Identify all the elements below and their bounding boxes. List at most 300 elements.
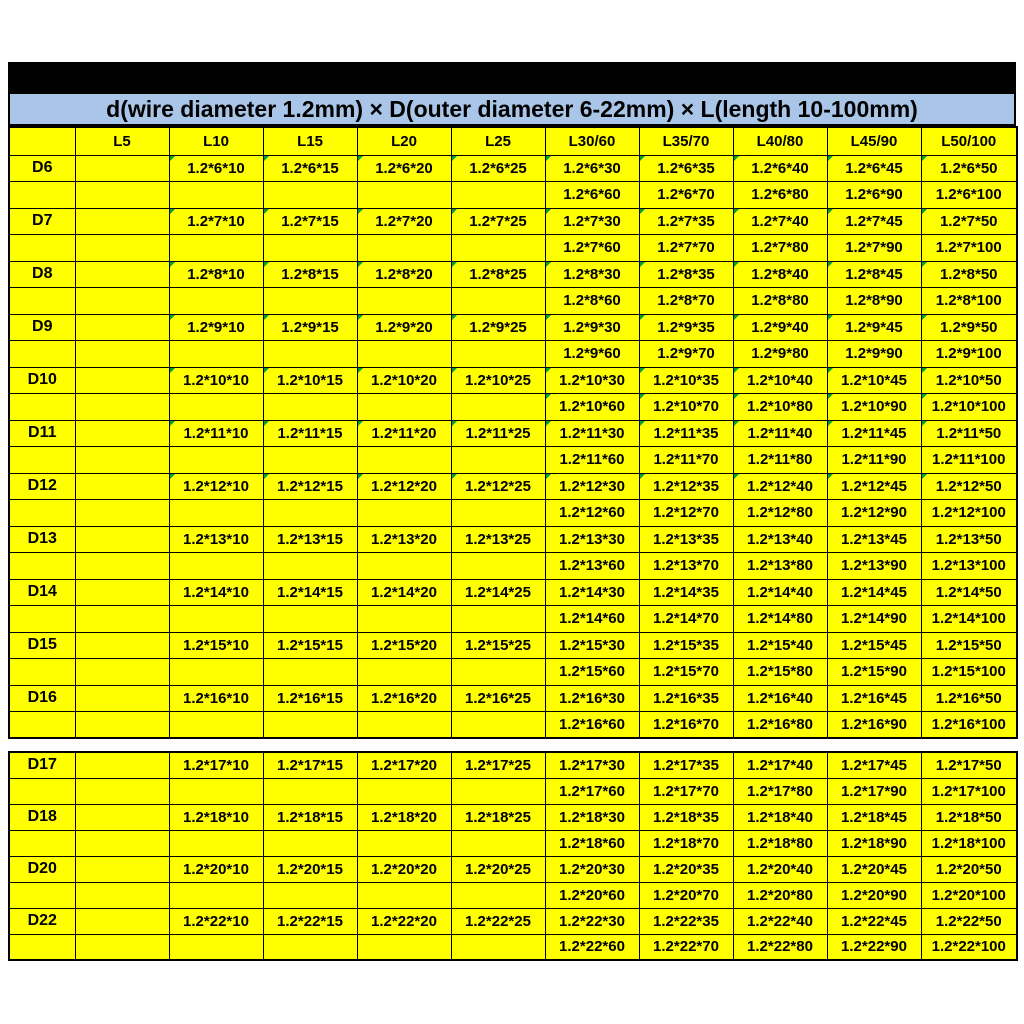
empty-cell [263, 882, 357, 908]
cell-flag-triangle-icon [546, 394, 551, 399]
empty-cell [169, 830, 263, 856]
size-cell: 1.2*11*20 [357, 420, 451, 447]
size-cell: 1.2*10*90 [827, 394, 921, 421]
size-cell: 1.2*12*15 [263, 473, 357, 500]
empty-cell [451, 235, 545, 262]
size-cell: 1.2*15*90 [827, 659, 921, 686]
empty-cell [75, 804, 169, 830]
size-cell: 1.2*14*45 [827, 579, 921, 606]
size-cell: 1.2*8*30 [545, 261, 639, 288]
size-cell: 1.2*22*70 [639, 934, 733, 960]
cell-flag-triangle-icon [734, 368, 739, 373]
size-cell: 1.2*13*30 [545, 526, 639, 553]
size-cell: 1.2*17*25 [451, 752, 545, 778]
size-cell: 1.2*20*40 [733, 856, 827, 882]
cell-flag-triangle-icon [264, 368, 269, 373]
size-cell: 1.2*14*70 [639, 606, 733, 633]
size-cell: 1.2*17*40 [733, 752, 827, 778]
table-row [9, 182, 1017, 209]
column-header: L30/60 [545, 127, 639, 155]
empty-cell [451, 778, 545, 804]
empty-cell [451, 934, 545, 960]
empty-cell [75, 261, 169, 288]
size-cell: 1.2*13*60 [545, 553, 639, 580]
table-row [9, 908, 1017, 934]
size-cell: 1.2*15*40 [733, 632, 827, 659]
size-cell: 1.2*18*80 [733, 830, 827, 856]
row-label-cell: D16 [9, 685, 75, 712]
empty-cell [263, 934, 357, 960]
cell-flag-triangle-icon [170, 368, 175, 373]
size-cell: 1.2*16*100 [921, 712, 1017, 739]
size-cell: 1.2*7*20 [357, 208, 451, 235]
empty-cell [357, 934, 451, 960]
empty-cell [75, 632, 169, 659]
cell-flag-triangle-icon [264, 474, 269, 479]
size-cell: 1.2*20*25 [451, 856, 545, 882]
empty-cell [451, 341, 545, 368]
empty-cell [169, 447, 263, 474]
cell-flag-triangle-icon [828, 262, 833, 267]
cell-flag-triangle-icon [264, 421, 269, 426]
size-cell: 1.2*18*90 [827, 830, 921, 856]
upper-body [9, 155, 1017, 738]
size-cell: 1.2*8*50 [921, 261, 1017, 288]
size-cell: 1.2*10*50 [921, 367, 1017, 394]
size-cell: 1.2*12*10 [169, 473, 263, 500]
size-cell: 1.2*10*35 [639, 367, 733, 394]
size-cell: 1.2*15*30 [545, 632, 639, 659]
table-row [9, 235, 1017, 262]
cell-flag-triangle-icon [734, 474, 739, 479]
empty-cell [263, 341, 357, 368]
empty-cell [75, 526, 169, 553]
empty-cell [169, 553, 263, 580]
cell-flag-triangle-icon [828, 368, 833, 373]
size-cell: 1.2*6*25 [451, 155, 545, 182]
size-cell: 1.2*17*50 [921, 752, 1017, 778]
empty-cell [9, 447, 75, 474]
size-cell: 1.2*14*10 [169, 579, 263, 606]
size-table-lower [8, 751, 1018, 961]
size-cell: 1.2*18*25 [451, 804, 545, 830]
size-cell: 1.2*9*50 [921, 314, 1017, 341]
size-cell: 1.2*10*80 [733, 394, 827, 421]
size-cell: 1.2*22*40 [733, 908, 827, 934]
cell-flag-triangle-icon [828, 156, 833, 161]
cell-flag-triangle-icon [546, 315, 551, 320]
empty-cell [75, 394, 169, 421]
size-cell: 1.2*20*45 [827, 856, 921, 882]
row-label-cell: D22 [9, 908, 75, 934]
size-cell: 1.2*15*60 [545, 659, 639, 686]
table-row [9, 752, 1017, 778]
empty-cell [75, 420, 169, 447]
row-label-cell: D7 [9, 208, 75, 235]
size-cell: 1.2*22*30 [545, 908, 639, 934]
empty-cell [9, 553, 75, 580]
cell-flag-triangle-icon [170, 315, 175, 320]
size-cell: 1.2*16*25 [451, 685, 545, 712]
size-cell: 1.2*7*30 [545, 208, 639, 235]
size-cell: 1.2*13*20 [357, 526, 451, 553]
empty-cell [9, 659, 75, 686]
empty-cell [75, 553, 169, 580]
size-cell: 1.2*11*80 [733, 447, 827, 474]
size-cell: 1.2*9*45 [827, 314, 921, 341]
cell-flag-triangle-icon [358, 262, 363, 267]
column-header: L25 [451, 127, 545, 155]
size-cell: 1.2*9*30 [545, 314, 639, 341]
cell-flag-triangle-icon [922, 262, 927, 267]
size-cell: 1.2*6*90 [827, 182, 921, 209]
size-cell: 1.2*6*20 [357, 155, 451, 182]
size-cell: 1.2*13*100 [921, 553, 1017, 580]
table-row [9, 778, 1017, 804]
size-cell: 1.2*11*50 [921, 420, 1017, 447]
size-cell: 1.2*20*10 [169, 856, 263, 882]
cell-flag-triangle-icon [170, 156, 175, 161]
column-header: L35/70 [639, 127, 733, 155]
row-label-cell: D15 [9, 632, 75, 659]
size-cell: 1.2*8*15 [263, 261, 357, 288]
size-cell: 1.2*18*50 [921, 804, 1017, 830]
cell-flag-triangle-icon [640, 474, 645, 479]
table-row [9, 579, 1017, 606]
size-cell: 1.2*22*45 [827, 908, 921, 934]
row-label-cell: D8 [9, 261, 75, 288]
size-cell: 1.2*20*100 [921, 882, 1017, 908]
empty-cell [357, 778, 451, 804]
size-chart [8, 62, 1016, 961]
size-cell: 1.2*9*90 [827, 341, 921, 368]
size-cell: 1.2*15*100 [921, 659, 1017, 686]
size-cell: 1.2*13*45 [827, 526, 921, 553]
size-cell: 1.2*11*30 [545, 420, 639, 447]
empty-cell [75, 712, 169, 739]
empty-cell [9, 341, 75, 368]
cell-flag-triangle-icon [640, 156, 645, 161]
size-cell: 1.2*17*30 [545, 752, 639, 778]
size-cell: 1.2*15*80 [733, 659, 827, 686]
table-row [9, 882, 1017, 908]
cell-flag-triangle-icon [734, 262, 739, 267]
cell-flag-triangle-icon [640, 262, 645, 267]
empty-cell [75, 235, 169, 262]
table-row [9, 934, 1017, 960]
size-cell: 1.2*22*25 [451, 908, 545, 934]
empty-cell [263, 394, 357, 421]
size-cell: 1.2*14*100 [921, 606, 1017, 633]
size-cell: 1.2*18*100 [921, 830, 1017, 856]
chart-title: d(wire diameter 1.2mm) × D(outer diameter 6-22mm) × L(length 10-100mm) [106, 95, 918, 122]
size-cell: 1.2*11*45 [827, 420, 921, 447]
empty-cell [9, 182, 75, 209]
empty-cell [75, 367, 169, 394]
empty-cell [169, 606, 263, 633]
size-cell: 1.2*7*80 [733, 235, 827, 262]
size-cell: 1.2*13*35 [639, 526, 733, 553]
cell-flag-triangle-icon [828, 315, 833, 320]
empty-cell [9, 830, 75, 856]
empty-cell [451, 500, 545, 527]
empty-cell [75, 606, 169, 633]
column-header: L15 [263, 127, 357, 155]
size-cell: 1.2*20*15 [263, 856, 357, 882]
size-cell: 1.2*11*90 [827, 447, 921, 474]
empty-cell [263, 288, 357, 315]
cell-flag-triangle-icon [452, 315, 457, 320]
size-cell: 1.2*8*45 [827, 261, 921, 288]
empty-cell [169, 394, 263, 421]
cell-flag-triangle-icon [640, 394, 645, 399]
size-cell: 1.2*17*15 [263, 752, 357, 778]
size-cell: 1.2*13*70 [639, 553, 733, 580]
table-row [9, 500, 1017, 527]
size-cell: 1.2*14*25 [451, 579, 545, 606]
size-cell: 1.2*13*50 [921, 526, 1017, 553]
table-row [9, 341, 1017, 368]
size-cell: 1.2*15*25 [451, 632, 545, 659]
size-cell: 1.2*13*10 [169, 526, 263, 553]
empty-cell [451, 447, 545, 474]
empty-cell [9, 934, 75, 960]
row-label-cell: D12 [9, 473, 75, 500]
size-cell: 1.2*14*60 [545, 606, 639, 633]
cell-flag-triangle-icon [546, 474, 551, 479]
empty-cell [75, 856, 169, 882]
size-cell: 1.2*16*90 [827, 712, 921, 739]
size-cell: 1.2*11*40 [733, 420, 827, 447]
size-cell: 1.2*12*25 [451, 473, 545, 500]
empty-cell [357, 882, 451, 908]
size-cell: 1.2*10*70 [639, 394, 733, 421]
size-cell: 1.2*17*10 [169, 752, 263, 778]
size-cell: 1.2*8*25 [451, 261, 545, 288]
size-cell: 1.2*12*80 [733, 500, 827, 527]
size-cell: 1.2*12*40 [733, 473, 827, 500]
column-header: L20 [357, 127, 451, 155]
size-cell: 1.2*20*60 [545, 882, 639, 908]
size-cell: 1.2*11*25 [451, 420, 545, 447]
size-cell: 1.2*14*90 [827, 606, 921, 633]
size-cell: 1.2*11*15 [263, 420, 357, 447]
empty-cell [9, 288, 75, 315]
empty-cell [451, 394, 545, 421]
size-cell: 1.2*9*80 [733, 341, 827, 368]
size-cell: 1.2*18*40 [733, 804, 827, 830]
empty-cell [75, 473, 169, 500]
cell-flag-triangle-icon [734, 315, 739, 320]
size-cell: 1.2*17*45 [827, 752, 921, 778]
size-cell: 1.2*8*35 [639, 261, 733, 288]
table-row [9, 155, 1017, 182]
empty-cell [169, 659, 263, 686]
upper-head [9, 127, 1017, 155]
empty-cell [451, 712, 545, 739]
size-cell: 1.2*11*35 [639, 420, 733, 447]
size-cell: 1.2*9*25 [451, 314, 545, 341]
size-cell: 1.2*14*80 [733, 606, 827, 633]
size-cell: 1.2*16*30 [545, 685, 639, 712]
cell-flag-triangle-icon [452, 368, 457, 373]
empty-cell [357, 394, 451, 421]
empty-cell [75, 341, 169, 368]
empty-cell [357, 553, 451, 580]
size-cell: 1.2*7*25 [451, 208, 545, 235]
size-cell: 1.2*7*35 [639, 208, 733, 235]
table-row [9, 830, 1017, 856]
size-cell: 1.2*18*60 [545, 830, 639, 856]
cell-flag-triangle-icon [640, 209, 645, 214]
size-cell: 1.2*6*35 [639, 155, 733, 182]
empty-cell [357, 659, 451, 686]
empty-cell [263, 553, 357, 580]
empty-cell [75, 182, 169, 209]
cell-flag-triangle-icon [358, 315, 363, 320]
size-cell: 1.2*9*40 [733, 314, 827, 341]
empty-cell [451, 882, 545, 908]
row-label-cell: D14 [9, 579, 75, 606]
corner-header-cell [9, 127, 75, 155]
size-cell: 1.2*22*35 [639, 908, 733, 934]
size-cell: 1.2*22*15 [263, 908, 357, 934]
size-cell: 1.2*7*15 [263, 208, 357, 235]
size-cell: 1.2*17*35 [639, 752, 733, 778]
empty-cell [75, 208, 169, 235]
cell-flag-triangle-icon [734, 421, 739, 426]
table-row [9, 659, 1017, 686]
size-cell: 1.2*18*10 [169, 804, 263, 830]
empty-cell [75, 882, 169, 908]
size-cell: 1.2*12*60 [545, 500, 639, 527]
cell-flag-triangle-icon [546, 156, 551, 161]
top-black-bar [8, 62, 1016, 92]
size-cell: 1.2*20*50 [921, 856, 1017, 882]
size-cell: 1.2*6*100 [921, 182, 1017, 209]
size-cell: 1.2*16*60 [545, 712, 639, 739]
size-cell: 1.2*20*35 [639, 856, 733, 882]
cell-flag-triangle-icon [922, 209, 927, 214]
cell-flag-triangle-icon [828, 421, 833, 426]
cell-flag-triangle-icon [170, 474, 175, 479]
size-cell: 1.2*14*50 [921, 579, 1017, 606]
size-cell: 1.2*7*45 [827, 208, 921, 235]
cell-flag-triangle-icon [264, 209, 269, 214]
cell-flag-triangle-icon [640, 421, 645, 426]
size-cell: 1.2*22*50 [921, 908, 1017, 934]
size-cell: 1.2*11*60 [545, 447, 639, 474]
empty-cell [357, 500, 451, 527]
empty-cell [75, 447, 169, 474]
size-cell: 1.2*10*60 [545, 394, 639, 421]
size-cell: 1.2*9*60 [545, 341, 639, 368]
size-cell: 1.2*11*100 [921, 447, 1017, 474]
empty-cell [9, 778, 75, 804]
table-row [9, 606, 1017, 633]
cell-flag-triangle-icon [546, 421, 551, 426]
size-cell: 1.2*14*35 [639, 579, 733, 606]
cell-flag-triangle-icon [358, 368, 363, 373]
size-cell: 1.2*8*90 [827, 288, 921, 315]
table-row [9, 367, 1017, 394]
table-row [9, 261, 1017, 288]
size-cell: 1.2*14*20 [357, 579, 451, 606]
empty-cell [75, 500, 169, 527]
row-label-cell: D11 [9, 420, 75, 447]
cell-flag-triangle-icon [452, 421, 457, 426]
table-row [9, 447, 1017, 474]
size-cell: 1.2*16*45 [827, 685, 921, 712]
empty-cell [169, 934, 263, 960]
size-cell: 1.2*22*90 [827, 934, 921, 960]
empty-cell [9, 606, 75, 633]
table-row [9, 394, 1017, 421]
size-cell: 1.2*16*20 [357, 685, 451, 712]
size-cell: 1.2*15*70 [639, 659, 733, 686]
empty-cell [263, 712, 357, 739]
cell-flag-triangle-icon [358, 421, 363, 426]
size-cell: 1.2*16*50 [921, 685, 1017, 712]
size-cell: 1.2*17*60 [545, 778, 639, 804]
size-cell: 1.2*22*100 [921, 934, 1017, 960]
empty-cell [451, 182, 545, 209]
cell-flag-triangle-icon [452, 262, 457, 267]
cell-flag-triangle-icon [828, 474, 833, 479]
empty-cell [169, 182, 263, 209]
empty-cell [169, 778, 263, 804]
cell-flag-triangle-icon [922, 156, 927, 161]
empty-cell [75, 934, 169, 960]
cell-flag-triangle-icon [546, 368, 551, 373]
cell-flag-triangle-icon [922, 368, 927, 373]
size-cell: 1.2*12*100 [921, 500, 1017, 527]
row-label-cell: D17 [9, 752, 75, 778]
empty-cell [9, 712, 75, 739]
table-row [9, 314, 1017, 341]
row-label-cell: D9 [9, 314, 75, 341]
size-cell: 1.2*22*60 [545, 934, 639, 960]
size-cell: 1.2*15*45 [827, 632, 921, 659]
size-cell: 1.2*16*10 [169, 685, 263, 712]
empty-cell [75, 752, 169, 778]
size-cell: 1.2*10*25 [451, 367, 545, 394]
size-cell: 1.2*20*20 [357, 856, 451, 882]
size-cell: 1.2*8*10 [169, 261, 263, 288]
size-cell: 1.2*11*70 [639, 447, 733, 474]
size-cell: 1.2*6*30 [545, 155, 639, 182]
cell-flag-triangle-icon [358, 156, 363, 161]
size-cell: 1.2*7*10 [169, 208, 263, 235]
cell-flag-triangle-icon [358, 474, 363, 479]
row-label-cell: D18 [9, 804, 75, 830]
empty-cell [357, 712, 451, 739]
empty-cell [357, 830, 451, 856]
size-cell: 1.2*10*40 [733, 367, 827, 394]
size-cell: 1.2*9*100 [921, 341, 1017, 368]
empty-cell [451, 288, 545, 315]
size-cell: 1.2*12*30 [545, 473, 639, 500]
empty-cell [75, 830, 169, 856]
row-label-cell: D20 [9, 856, 75, 882]
size-cell: 1.2*17*20 [357, 752, 451, 778]
size-cell: 1.2*10*100 [921, 394, 1017, 421]
cell-flag-triangle-icon [546, 262, 551, 267]
empty-cell [169, 712, 263, 739]
empty-cell [75, 685, 169, 712]
size-cell: 1.2*9*70 [639, 341, 733, 368]
empty-cell [169, 341, 263, 368]
